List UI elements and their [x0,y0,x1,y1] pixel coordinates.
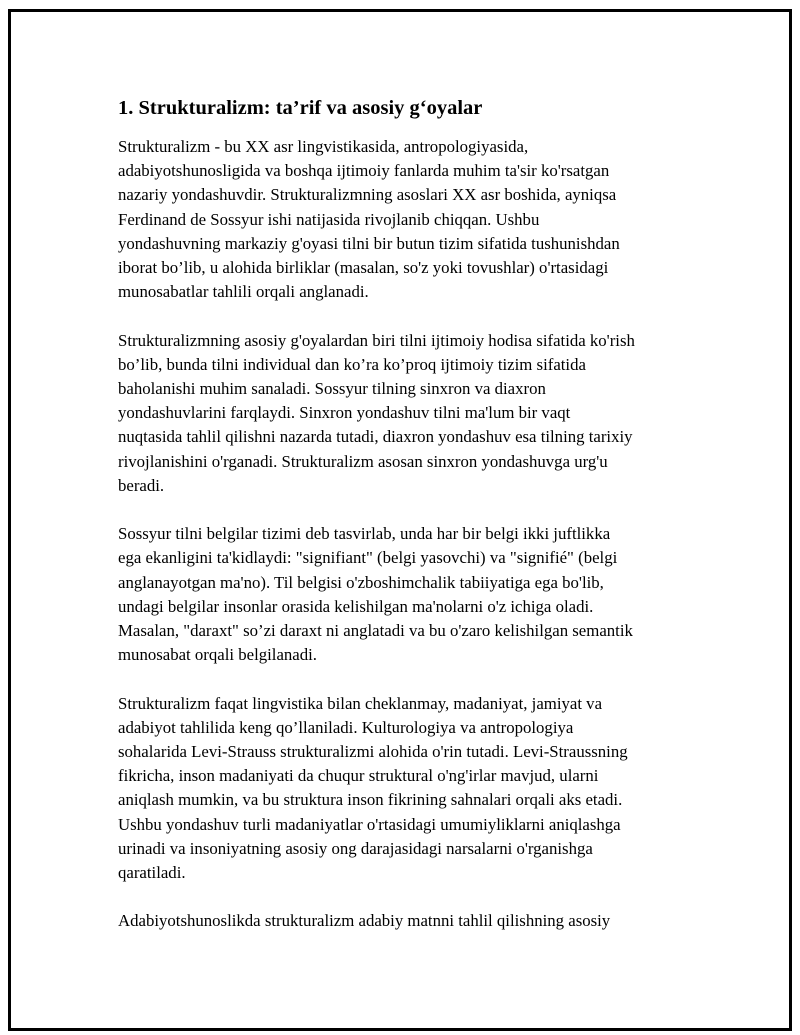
paragraph-line: qaratiladi. [118,863,186,883]
paragraph-line: nazariy yondashuvdir. Strukturalizmning asoslari XX asr boshida, ayniqsa [118,185,617,205]
paragraph-line: Strukturalizmning asosiy g'oyalardan biri tilni ijtimoiy hodisa sifatida ko'rish [118,330,635,350]
paragraph-line: fikricha, inson madaniyati da chuqur struktural o'ng'irlar mavjud, ularni [118,766,599,786]
paragraph-line: aniqlash mumkin, va bu struktura inson fikrining sahnalari orqali aks etadi. [118,790,623,810]
paragraph-line: yondashuvning markaziy g'oyasi tilni bir butun tizim sifatida tushunishdan [118,233,620,253]
paragraph-line: Sossyur tilni belgilar tizimi deb tasvirlab, unda har bir belgi ikki juftlikka [118,524,611,544]
paragraph-line: yondashuvlarini farqlaydi. Sinxron yondashuv tilni ma'lum bir vaqt [118,403,571,423]
paragraph [118,909,688,933]
paragraph-line: iborat bo’lib, u alohida birliklar (masalan, so'z yoki tovushlar) o'rtasidagi [118,258,609,278]
paragraph-line: adabiyotshunosligida va boshqa ijtimoiy fanlarda muhim ta'sir ko'rsatgan [118,161,610,181]
paragraph-line: ega ekanligini ta'kidlaydi: "signifiant" (belgi yasovchi) va "signifié" (belgi [118,548,618,568]
paragraph-line: baholanishi muhim sanaladi. Sossyur tilning sinxron va diaxron [118,379,546,399]
paragraph-line: Strukturalizm faqat lingvistika bilan cheklanmay, madaniyat, jamiyat va [118,693,603,713]
paragraph [118,692,688,886]
paragraph-list [118,135,688,934]
paragraph-line: rivojlanishini o'rganadi. Strukturalizm asosan sinxron yondashuvga urg'u [118,451,608,471]
paragraph-line: Masalan, "daraxt" so’zi daraxt ni anglatadi va bu o'zaro kelishilgan semantik [118,621,633,641]
page-frame [8,9,792,1031]
paragraph [118,522,688,667]
paragraph-line: undagi belgilar insonlar orasida kelishilgan ma'nolarni o'z ichiga oladi. [118,596,594,616]
section-heading: 1. Strukturalizm: ta’rif va asosiy g‘oyalar [118,97,483,119]
paragraph-line: Strukturalizm - bu XX asr lingvistikasida, antropologiyasida, [118,137,529,156]
paragraph-line: sohalarida Levi-Strauss strukturalizmi alohida o'rin tutadi. Levi-Straussning [118,742,628,762]
paragraph [118,135,688,304]
paragraph-line: munosabatlar tahlili orqali anglanadi. [118,282,369,302]
paragraph-line: anglanayotgan ma'no). Til belgisi o'zboshimchalik tabiiyatiga ega bo'lib, [118,572,604,592]
paragraph-line: urinadi va insoniyatning asosiy ong darajasidagi narsalarni o'rganishga [118,838,593,858]
paragraph-line: Ushbu yondashuv turli madaniyatlar o'rtasidagi umumiyliklarni aniqlashga [118,814,621,834]
document-content [118,95,688,958]
paragraph-line: Ferdinand de Sossyur ishi natijasida rivojlanib chiqqan. Ushbu [118,209,540,229]
paragraph-line: bo’lib, bunda tilni individual dan ko’ra ko’proq ijtimoiy tizim sifatida [118,354,586,374]
paragraph-line: beradi. [118,475,165,495]
paragraph-line: adabiyot tahlilida keng qo’llaniladi. Kulturologiya va antropologiya [118,717,574,737]
paragraph [118,329,688,498]
paragraph-line: munosabat orqali belgilanadi. [118,645,317,665]
paragraph-line: nuqtasida tahlil qilishni nazarda tutadi, diaxron yondashuv esa tilning tarixiy [118,427,633,447]
paragraph-line: Adabiyotshunoslikda strukturalizm adabiy matnni tahlil qilishning asosiy [118,911,611,931]
